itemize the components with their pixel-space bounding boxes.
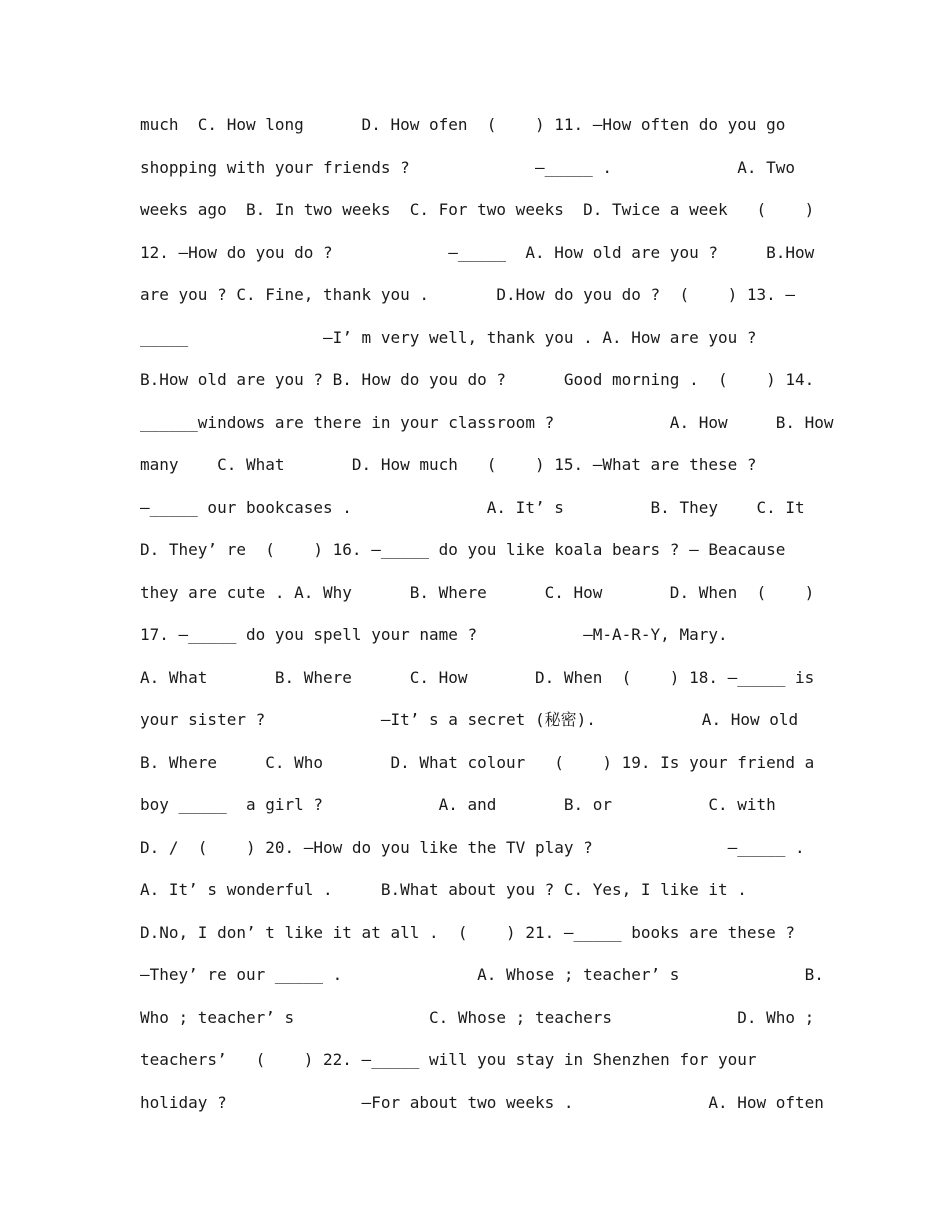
- text-line: —They’ re our _____ . A. Whose ; teacher’ s B.: [140, 965, 824, 984]
- text-line: boy _____ a girl ? A. and B. or C. with: [140, 795, 776, 814]
- text-line: your sister ? —It’ s a secret (秘密). A. How old: [140, 710, 799, 729]
- text-line: Who ; teacher’ s C. Whose ; teachers D. Who ;: [140, 1008, 815, 1027]
- text-line: many C. What D. How much ( ) 15. —What are these ?: [140, 455, 757, 474]
- text-line: are you ? C. Fine, thank you . D.How do you do ? ( ) 13. —: [140, 285, 796, 304]
- text-line: they are cute . A. Why B. Where C. How D. When ( ): [140, 583, 815, 602]
- text-line: teachers’ ( ) 22. —_____ will you stay in Shenzhen for your: [140, 1050, 757, 1069]
- text-line: D. / ( ) 20. —How do you like the TV play ? —_____ .: [140, 838, 805, 857]
- text-line: 17. —_____ do you spell your name ? —M-A-R-Y, Mary.: [140, 625, 728, 644]
- text-line: ______windows are there in your classroom ? A. How B. How: [140, 413, 834, 432]
- text-line: much C. How long D. How ofen ( ) 11. —How often do you go: [140, 115, 786, 134]
- text-line: —_____ our bookcases . A. It’ s B. They C. It: [140, 498, 805, 517]
- text-line: 12. —How do you do ? —_____ A. How old are you ? B.How: [140, 243, 815, 262]
- text-line: B.How old are you ? B. How do you do ? Good morning . ( ) 14.: [140, 370, 815, 389]
- text-line: A. What B. Where C. How D. When ( ) 18. —_____ is: [140, 668, 815, 687]
- text-line: B. Where C. Who D. What colour ( ) 19. Is your friend a: [140, 753, 815, 772]
- text-line: weeks ago B. In two weeks C. For two weeks D. Twice a week ( ): [140, 200, 815, 219]
- text-line: _____ —I’ m very well, thank you . A. How are you ?: [140, 328, 757, 347]
- text-line: A. It’ s wonderful . B.What about you ? C. Yes, I like it .: [140, 880, 747, 899]
- text-line: D.No, I don’ t like it at all . ( ) 21. —_____ books are these ?: [140, 923, 796, 942]
- text-line: D. They’ re ( ) 16. —_____ do you like koala bears ? — Beacause: [140, 540, 786, 559]
- text-line: holiday ? —For about two weeks . A. How often: [140, 1093, 824, 1112]
- text-line: shopping with your friends ? —_____ . A. Two: [140, 158, 796, 177]
